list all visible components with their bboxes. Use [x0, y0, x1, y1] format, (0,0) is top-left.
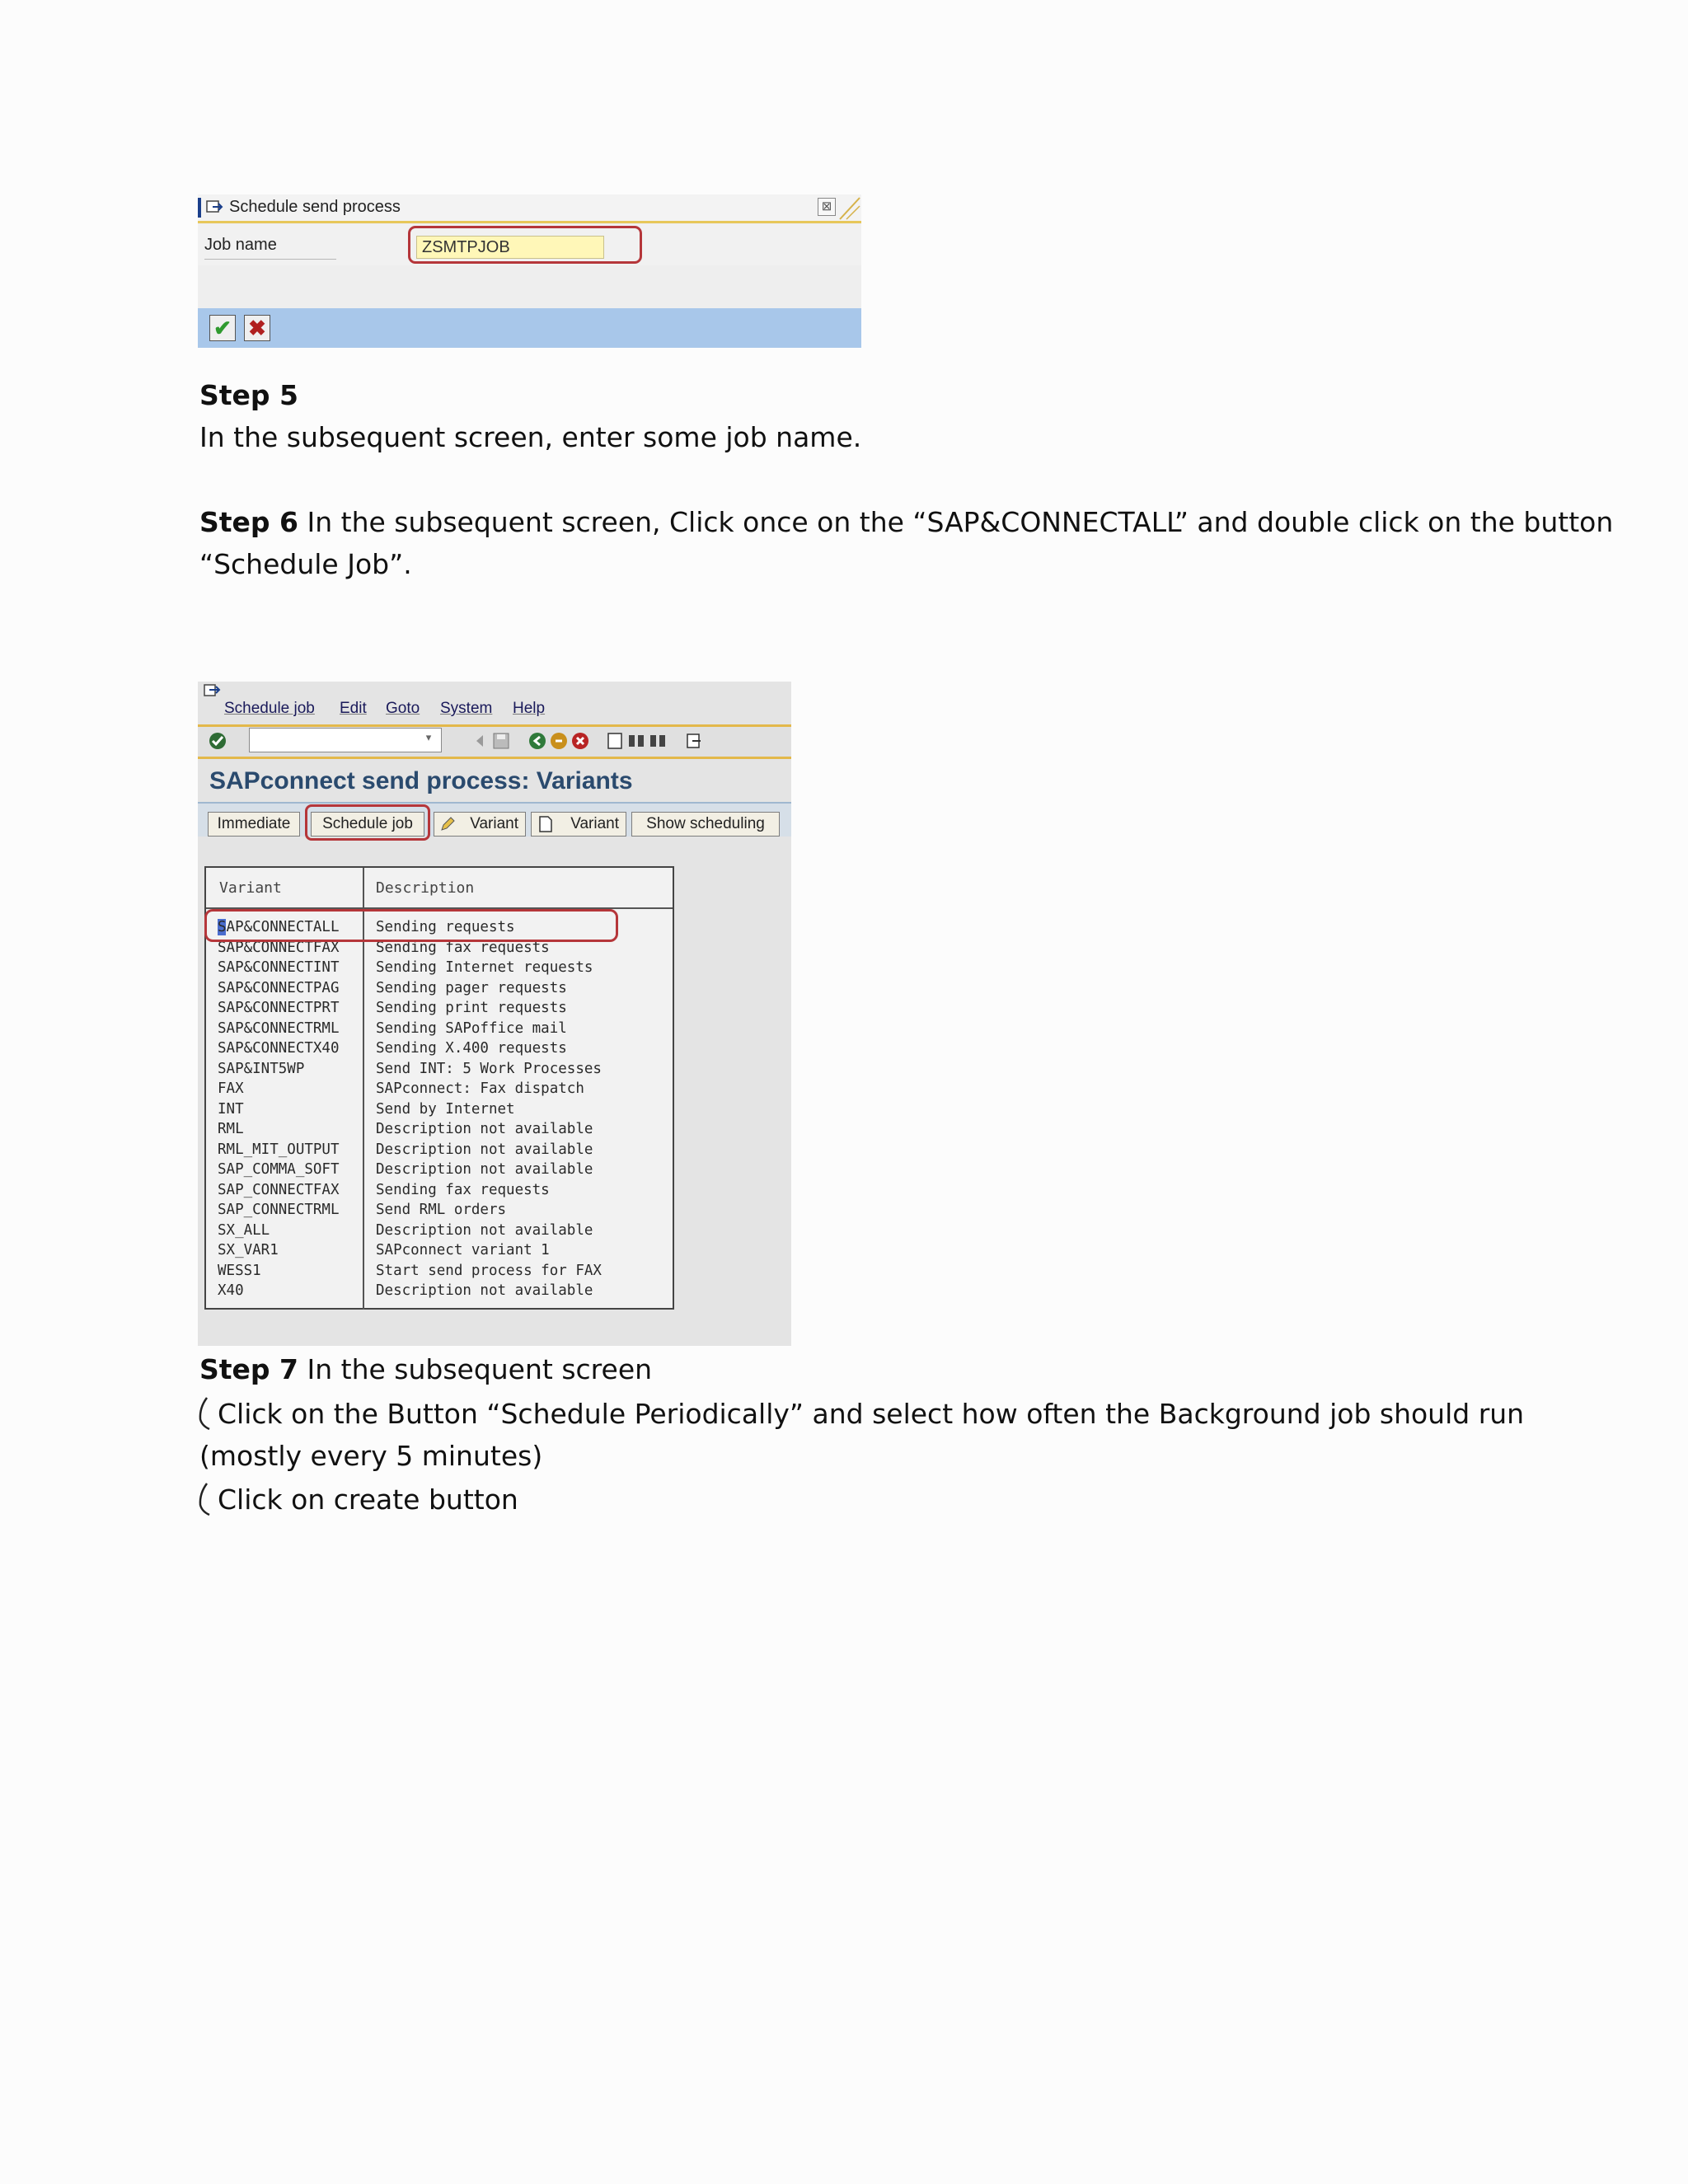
variant-cell[interactable]: SAP&CONNECTRML [218, 1019, 340, 1037]
description-cell: Description not available [376, 1221, 593, 1239]
dialog-titlebar [198, 194, 861, 223]
change-variant-label: Variant [470, 815, 518, 832]
description-cell: SAPconnect: Fax dispatch [376, 1080, 584, 1097]
exit-icon[interactable] [549, 731, 569, 751]
menu-system[interactable]: System [440, 700, 493, 717]
menu-help[interactable]: Help [513, 700, 546, 717]
show-scheduling-button[interactable]: Show scheduling [631, 812, 780, 837]
table-row[interactable] [206, 998, 673, 1019]
table-row[interactable] [206, 1119, 673, 1140]
step5-text: In the subsequent screen, enter some job name. [199, 421, 862, 453]
menu-schedule-job[interactable]: Schedule job [224, 700, 315, 717]
description-column-header: Description [376, 879, 475, 897]
resize-corner-icon [837, 194, 861, 221]
table-row[interactable] [206, 1180, 673, 1201]
description-cell: Sending Internet requests [376, 959, 593, 976]
description-cell: Start send process for FAX [376, 1262, 602, 1279]
back-arrow-icon[interactable] [470, 731, 490, 751]
find-icon[interactable] [626, 731, 646, 751]
command-dropdown-icon[interactable]: ▾ [425, 731, 432, 743]
table-row[interactable] [206, 958, 673, 978]
description-cell: Sending print requests [376, 1000, 567, 1016]
description-cell: Description not available [376, 1141, 593, 1158]
description-cell: Send RML orders [376, 1202, 507, 1218]
table-row[interactable] [206, 1221, 673, 1241]
bullet-icon [198, 1482, 211, 1516]
pencil-icon [439, 816, 456, 832]
sap-connectall-highlight [204, 909, 618, 942]
schedule-send-process-dialog [198, 194, 861, 348]
step6-text: In the subsequent screen, Click once on the “SAP&CONNECTALL” and double click on the button [298, 506, 1614, 538]
immediate-button[interactable]: Immediate [208, 812, 300, 837]
variant-cell[interactable]: RML_MIT_OUTPUT [218, 1141, 340, 1158]
change-variant-button[interactable] [434, 812, 526, 837]
variant-cell[interactable]: SAP_CONNECTFAX [218, 1181, 340, 1198]
variant-rows [206, 917, 673, 1301]
create-variant-button[interactable] [531, 812, 626, 837]
variant-cell[interactable]: SAP&CONNECTINT [218, 959, 340, 976]
variant-column-header: Variant [219, 879, 282, 897]
variant-cell[interactable]: SX_VAR1 [218, 1242, 279, 1258]
dialog-button-bar [198, 308, 861, 348]
dialog-close-button[interactable]: ⊠ [818, 198, 836, 216]
table-row[interactable] [206, 1261, 673, 1282]
description-cell: Description not available [376, 1282, 593, 1299]
variant-cell[interactable]: SAP_COMMA_SOFT [218, 1161, 340, 1178]
table-row[interactable] [206, 1200, 673, 1221]
cancel-button[interactable]: ✖ [244, 315, 270, 341]
table-row[interactable] [206, 1240, 673, 1261]
variant-cell[interactable]: WESS1 [218, 1262, 261, 1279]
step6-heading: Step 6 [199, 506, 298, 538]
variant-cell[interactable]: SAP&INT5WP [218, 1060, 305, 1077]
job-name-input[interactable]: ZSMTPJOB [416, 236, 604, 259]
confirm-button[interactable]: ✔ [209, 315, 236, 341]
variant-cell[interactable]: SAP_CONNECTRML [218, 1202, 340, 1218]
job-name-highlight [408, 226, 642, 264]
variant-cell[interactable]: SAP&CONNECTALL [218, 919, 340, 935]
description-cell: Description not available [376, 1161, 593, 1178]
description-cell: SAPconnect variant 1 [376, 1242, 550, 1258]
table-row[interactable] [206, 978, 673, 999]
variant-cell[interactable]: SX_ALL [218, 1221, 270, 1239]
new-document-icon [538, 816, 553, 832]
variant-cell[interactable]: SAP&CONNECTPAG [218, 979, 340, 996]
table-row[interactable] [206, 1079, 673, 1099]
menu-edit[interactable]: Edit [340, 700, 367, 717]
variant-cell[interactable]: SAP&CONNECTPRT [218, 1000, 340, 1016]
table-row[interactable] [206, 1099, 673, 1120]
table-row[interactable] [206, 1019, 673, 1039]
table-row[interactable] [206, 1038, 673, 1059]
bullet-icon [198, 1396, 211, 1431]
dialog-title: Schedule send process [229, 198, 401, 216]
table-row[interactable] [206, 1059, 673, 1080]
schedule-job-highlight [305, 804, 430, 841]
description-cell: Send INT: 5 Work Processes [376, 1060, 602, 1077]
step7-bullet1-line1: Click on the Button “Schedule Periodically” and select how often the Background job should run [218, 1398, 1525, 1430]
job-name-label: Job name [204, 236, 277, 254]
cancel-icon[interactable] [570, 731, 590, 751]
description-cell: Sending requests [376, 919, 515, 935]
window-menu-icon [203, 683, 223, 698]
dialog-window-icon [206, 199, 224, 214]
first-page-icon[interactable] [684, 731, 704, 751]
step7-bullet1-line2: (mostly every 5 minutes) [199, 1440, 543, 1472]
step7-text: In the subsequent screen [298, 1353, 653, 1385]
variant-cell[interactable]: INT [218, 1100, 244, 1118]
table-row[interactable] [206, 1140, 673, 1160]
description-cell: Sending SAPoffice mail [376, 1019, 567, 1037]
find-next-icon[interactable] [648, 731, 668, 751]
print-icon[interactable] [605, 731, 625, 751]
step7-paragraph [199, 1348, 652, 1390]
variant-cell[interactable]: RML [218, 1121, 244, 1137]
description-cell: Sending X.400 requests [376, 1040, 567, 1057]
command-field[interactable] [249, 728, 442, 752]
table-row[interactable] [206, 1160, 673, 1180]
variant-cell[interactable]: SAP&CONNECTFAX [218, 939, 340, 956]
description-cell: Description not available [376, 1121, 593, 1137]
sapconnect-screenshot [198, 682, 791, 1346]
back-icon[interactable] [528, 731, 547, 751]
step6-paragraph [199, 501, 1613, 543]
page-title: SAPconnect send process: Variants [209, 767, 633, 794]
variant-cell[interactable]: X40 [218, 1282, 244, 1299]
variant-cell[interactable]: FAX [218, 1080, 244, 1097]
variant-cell[interactable]: SAP&CONNECTX40 [218, 1040, 340, 1057]
step6-text-line2: “Schedule Job”. [199, 548, 412, 580]
step7-heading: Step 7 [199, 1353, 298, 1385]
description-cell: Send by Internet [376, 1100, 515, 1118]
step5-heading: Step 5 [199, 379, 298, 411]
table-row[interactable] [206, 1281, 673, 1301]
create-variant-label: Variant [570, 815, 619, 832]
menu-goto[interactable]: Goto [386, 700, 420, 717]
description-cell: Sending pager requests [376, 979, 567, 996]
schedule-job-button[interactable]: Schedule job [311, 812, 424, 837]
step7-bullet2: Click on create button [218, 1483, 518, 1516]
enter-check-icon[interactable] [208, 731, 227, 751]
save-icon[interactable] [491, 731, 511, 751]
description-cell: Sending fax requests [376, 939, 550, 956]
description-cell: Sending fax requests [376, 1181, 550, 1198]
